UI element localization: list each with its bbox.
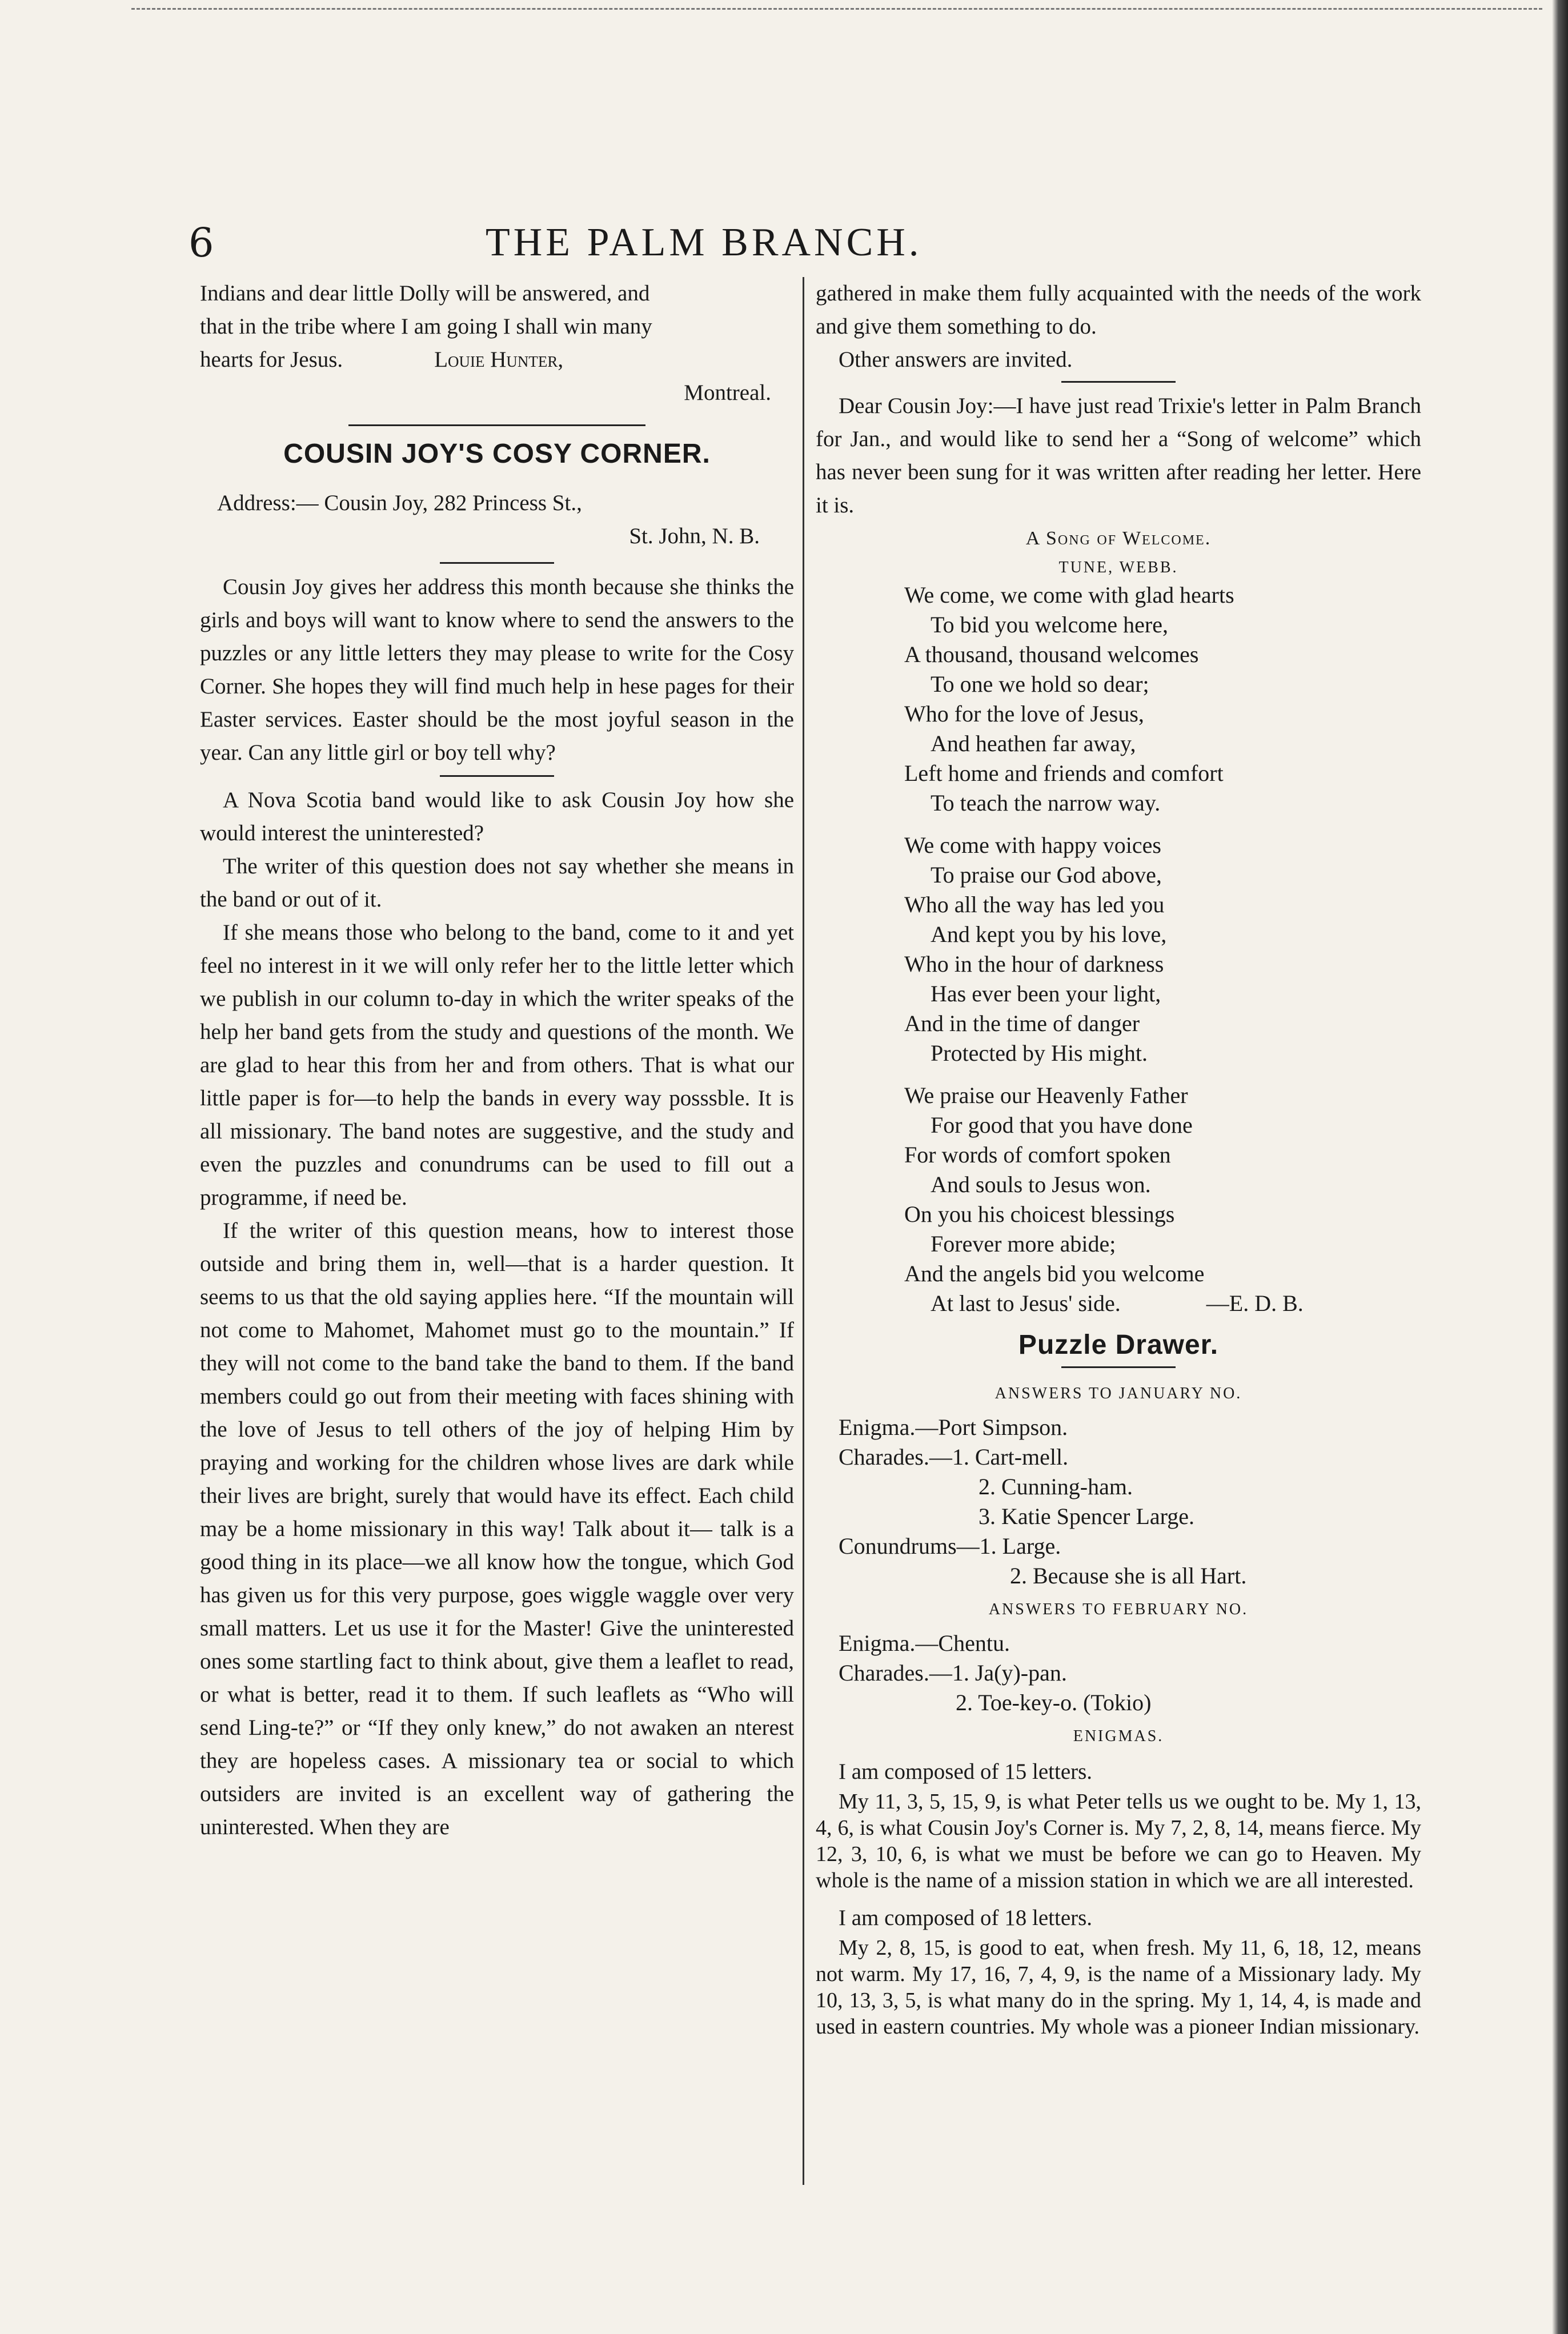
signature-name: Louie Hunter, — [434, 347, 564, 372]
verse-line: To teach the narrow way. — [931, 790, 1161, 816]
right-column — [816, 277, 1421, 2040]
paragraph: If she means those who belong to the band, come to it and yet feel no interest in it we will only refer her to the little letter which we publish in our column to-day in which the writer speaks of the help her band gets from the study and questions of the month. We are glad to hear this from her and from others. That is what our little paper is for—to help the bands in every way posssble. It is all missionary. The band notes are suggestive, and the study and even the puzzles and conundrums can be used to fill out a programme, if need be. — [200, 920, 794, 1210]
song-stanza — [904, 580, 1421, 818]
verse-line: To one we hold so dear; — [931, 671, 1149, 697]
paragraph: Cousin Joy gives her address this month because she thinks the girls and boys will want to know where to send the answers to the puzzles or any little letters they may please to write for the Cosy Corner. She hopes they will find much help in hese pages for their Easter services. Easter should be the most joyful season in the year. Can any little girl or boy tell why? — [200, 575, 794, 765]
answer-line: 2. Because she is all Hart. — [1010, 1563, 1247, 1589]
section-rule — [348, 424, 645, 426]
answers-list — [816, 1413, 1421, 1591]
answer-line: Conundrums—1. Large. — [839, 1533, 1061, 1559]
enigma-intro: I am composed of 15 letters. — [839, 1759, 1093, 1784]
verse-line: And heathen far away, — [931, 731, 1136, 756]
paragraph: Other answers are invited. — [839, 347, 1073, 372]
verse-line: Who in the hour of darkness — [904, 951, 1164, 977]
divider-rule — [440, 562, 554, 564]
address-line: Address:— Cousin Joy, 282 Princess St., — [217, 491, 582, 515]
paragraph: The writer of this question does not say whether she means in the band or out of it. — [200, 854, 794, 912]
section-title: COUSIN JOY'S COSY CORNER. — [283, 439, 711, 469]
answer-line: 2. Toe-key-o. (Tokio) — [956, 1690, 1152, 1715]
page-binding-edge — [1552, 0, 1568, 2334]
song-stanza — [904, 831, 1421, 1068]
answer-line: Charades.—1. Cart-mell. — [839, 1444, 1069, 1470]
verse-line: Has ever been your light, — [931, 981, 1161, 1006]
verse-line: We praise our Heavenly Father — [904, 1082, 1188, 1108]
divider-rule — [1061, 381, 1176, 383]
enigma-body: My 2, 8, 15, is good to eat, when fresh. My 11, 6, 18, 12, means not warm. My 17, 16, 7, 4, 9, is the name of a Missionary lady. My 10, 13, 3, 5, is what many do in the spring. My 1, 14, 4, is made and used in eastern countries. My whole was a pioneer Indian missionary. — [816, 1936, 1421, 2039]
verse-line: And in the time of danger — [904, 1010, 1140, 1036]
verse-line: For good that you have done — [931, 1112, 1193, 1138]
page-header — [189, 214, 1160, 277]
divider-rule — [1061, 1366, 1176, 1368]
verse-line: And souls to Jesus won. — [931, 1172, 1151, 1197]
left-column — [200, 277, 794, 1844]
answer-line: 2. Cunning-ham. — [979, 1474, 1133, 1499]
intro-line: hearts for Jesus. Louie Hunter, — [200, 347, 564, 372]
verse-line: We come with happy voices — [904, 832, 1161, 858]
address-line: St. John, N. B. — [629, 524, 760, 548]
answers-heading: ANSWERS TO FEBRUARY NO. — [988, 1601, 1249, 1618]
verse-line: Who for the love of Jesus, — [904, 701, 1144, 727]
song-tune: TUNE, WEBB. — [1058, 559, 1178, 576]
intro-line: that in the tribe where I am going I shall win many — [200, 314, 652, 339]
verse-line: A thousand, thousand welcomes — [904, 641, 1199, 667]
song-title: A Song of Welcome. — [1025, 528, 1212, 549]
answer-line: Enigma.—Port Simpson. — [839, 1414, 1068, 1440]
letter-paragraph: Dear Cousin Joy:—I have just read Trixie's letter in Palm Branch for Jan., and would like to send her a “Song of welcome” which has never been sung for it was written after reading her letter. Here it is. — [816, 394, 1421, 518]
paragraph: A Nova Scotia band would like to ask Cousin Joy how she would interest the uninterested? — [200, 788, 794, 845]
verse-line: On you his choicest blessings — [904, 1201, 1175, 1227]
verse-line: To praise our God above, — [931, 862, 1162, 888]
answers-list — [816, 1629, 1421, 1718]
page-number: 6 — [189, 219, 214, 266]
verse-line: Forever more abide; — [931, 1231, 1116, 1257]
paragraph: If the writer of this question means, how to interest those outside and bring them in, well—that is a harder question. It seems to us that the old saying applies here. “If the mountain will not come to Mahomet, Mahomet must go to the mountain.” If they will not come to the band take the band to them. If the band members could go out from their meeting with faces shining with the love of Jesus to tell others of the joy of helping Him by praying and working for the children whose lives are dark while their lives are bright, surely that would have its effect. Each child may be a home missionary in this way! Talk about it— talk is a good thing in its place—we all know how the tongue, which God has given us for this very purpose, goes wiggle waggle over very small matters. Let us use it for the Master! Give the uninterested ones some startling fact to think about, give them a leaflet to read, or what is better, read it to them. If such leaflets as “Who will send Ling-te?” or “If they only knew,” do not awaken an nterest they are hopeless cases. A missionary tea or social to which outsiders are invited is an excellent way of gathering the uninterested. When they are — [200, 1218, 794, 1839]
column-divider — [803, 277, 804, 2185]
answer-line: Enigma.—Chentu. — [839, 1630, 1010, 1656]
verse-line: Who all the way has led you — [904, 892, 1165, 917]
verse-line: We come, we come with glad hearts — [904, 582, 1234, 608]
verse-line: For words of comfort spoken — [904, 1142, 1171, 1168]
divider-rule — [440, 775, 554, 777]
intro-line: Indians and dear little Dolly will be answered, and — [200, 281, 650, 306]
puzzle-title: Puzzle Drawer. — [1018, 1330, 1219, 1360]
song-stanza — [904, 1081, 1421, 1318]
verse-line: To bid you welcome here, — [931, 612, 1168, 637]
paper-title: THE PALM BRANCH. — [486, 220, 923, 264]
verse-line: At last to Jesus' side. —E. D. B. — [931, 1290, 1304, 1316]
answers-heading: ANSWERS TO JANUARY NO. — [994, 1385, 1242, 1402]
paragraph: gathered in make them fully acquainted with the needs of the work and give them something to do. — [816, 281, 1421, 339]
enigma-body: My 11, 3, 5, 15, 9, is what Peter tells us we ought to be. My 1, 13, 4, 6, is what Cousin Joy's Corner is. My 7, 2, 8, 14, means fierce. My 12, 3, 10, 6, is what we must be before we can go to Heaven. My whole is the name of a mission station in which we are all interested. — [816, 1790, 1421, 1892]
answer-line: Charades.—1. Ja(y)-pan. — [839, 1660, 1067, 1686]
verse-line: Left home and friends and comfort — [904, 760, 1224, 786]
answer-line: 3. Katie Spencer Large. — [979, 1503, 1194, 1529]
enigmas-heading: ENIGMAS. — [1073, 1727, 1164, 1745]
enigma-intro: I am composed of 18 letters. — [839, 1906, 1093, 1930]
signature-place: Montreal. — [684, 380, 771, 405]
verse-line: And kept you by his love, — [931, 921, 1167, 947]
song-signature: —E. D. B. — [1206, 1290, 1304, 1316]
page-top-edge — [131, 8, 1542, 10]
verse-line: And the angels bid you welcome — [904, 1261, 1205, 1286]
verse-line: Protected by His might. — [931, 1040, 1148, 1066]
